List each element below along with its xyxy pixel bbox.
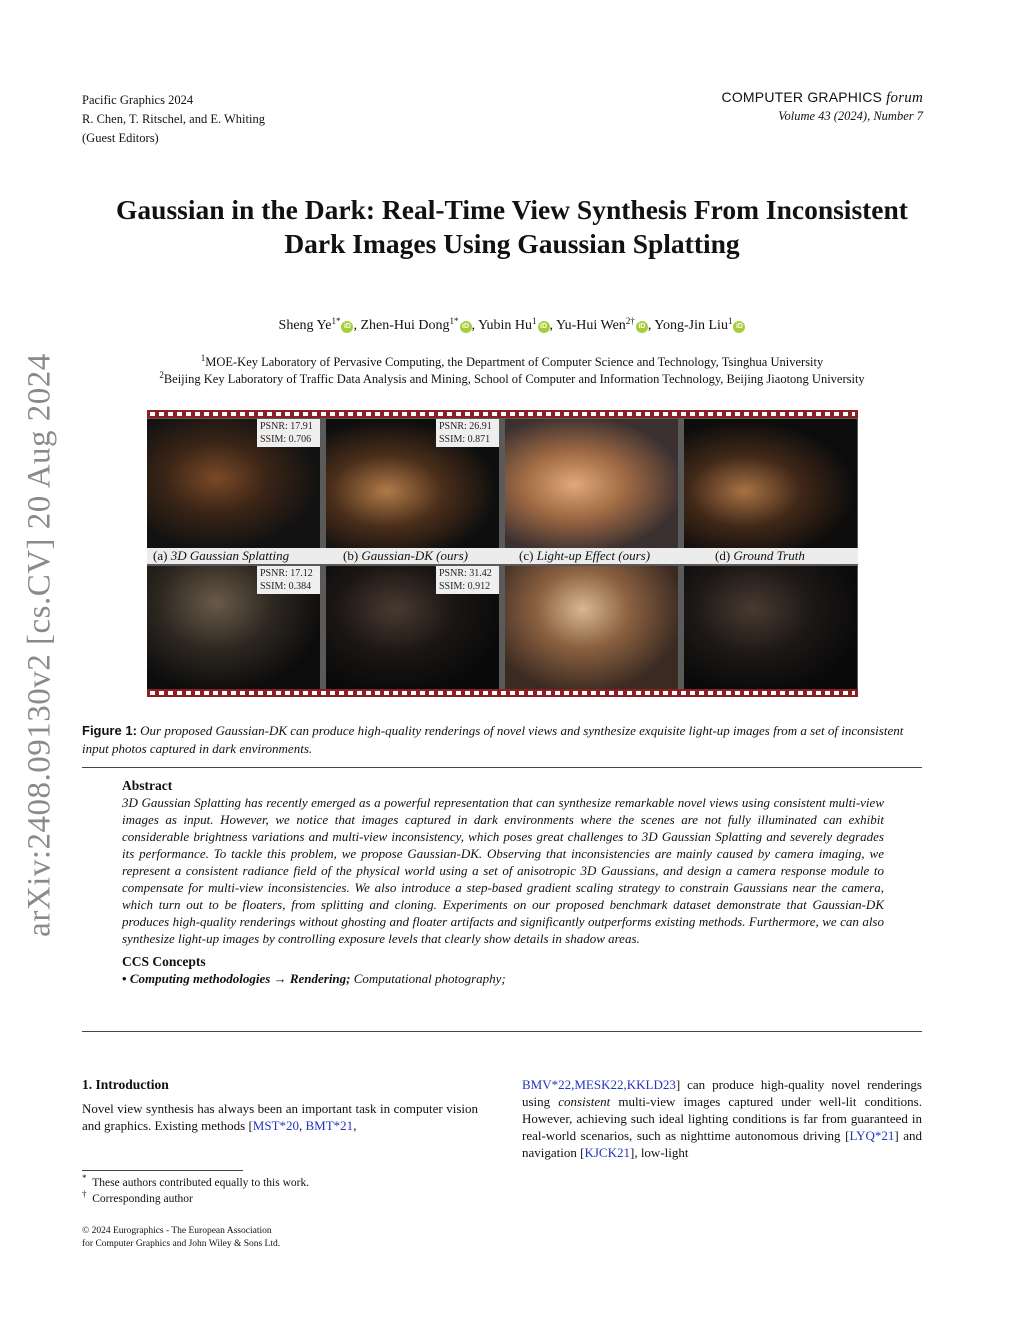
affiliation: $^1$MOE-Key Laboratory of Pervasive Computing, the Department of Computer Science and Technology, Tsinghua University — [200, 353, 824, 369]
citation-link[interactable]: KKLD23 — [626, 1077, 676, 1092]
footnotes — [82, 1170, 382, 1207]
author: Yong-Jin Liu$^1$iD — [654, 318, 745, 333]
journal-volume: Volume 43 (2024), Number 7 — [778, 109, 923, 123]
intro-column-left — [82, 1076, 478, 1134]
author: Zhen-Hui Dong$^{1*}$iD , — [360, 316, 478, 333]
figure-caption-label: Figure 1: — [82, 723, 137, 738]
image-piano-3dgs — [147, 566, 320, 689]
author: Sheng $Ye^{1*}iD$ , — [278, 316, 361, 333]
caption-d: (d) Ground Truth — [715, 548, 805, 563]
image-bench-ground-truth — [684, 419, 857, 550]
copyright-notice: © 2024 Eurographics - The European Association for Computer Graphics and John Wiley & Sons Ltd. — [82, 1226, 281, 1249]
journal-name: COMPUTER GRAPHICS forum — [721, 89, 923, 106]
paper-title: Gaussian in the Dark: Real-Time View Synthesis From Inconsistent Dark Images Using Gaussian Splatting — [116, 194, 908, 259]
figure-caption-text: Our proposed Gaussian-DK can produce high-quality renderings of novel views and synthesize exquisite light-up images from a set of inconsistent input photos captured in dark environments. — [82, 723, 904, 756]
abstract-section — [122, 777, 884, 987]
abstract-text: 3D Gaussian Splatting has recently emerged as a powerful representation that can synthesize remarkable novel views using consistent multi-view images as input. However, we notice that images captured in dark environments where the scenes are not fully illuminated can exhibit considerable brightness variations and multi-view inconsistency, which poses great challenges to 3D Gaussian Splatting and severely degrades its performance. To tackle this problem, we propose Gaussian-DK. Observing that inconsistencies are mainly caused by camera imaging, we represent a consistent radiance field of the physical world using a set of anisotropic 3D Gaussians, and design a camera response module to compensate for multi-view inconsistencies. We also introduce a step-based gradient scaling strategy to constrain Gaussians near the camera, which turn out to be floaters, from splitting and cloning. Experiments on our proposed benchmark dataset demonstrate that Gaussian-DK produces high-quality renderings without ghosting and floater artifacts and significantly outperforms existing methods. Furthermore, we can also synthesize light-up images by controlling exposure levels that clearly show details in shadow areas. — [122, 795, 884, 946]
guest-editors-label: (Guest Editors) — [82, 131, 159, 145]
citation-link[interactable]: LYQ*21 — [849, 1128, 895, 1143]
arxiv-stamp-text: arXiv:2408.09130v2 [cs.CV] 20 Aug 2024 — [21, 353, 58, 937]
figure-caption-row — [147, 548, 858, 564]
image-piano-gaussian-dk — [326, 566, 499, 689]
metrics-box: PSNR: 17.91 SSIM: 0.706 — [257, 419, 320, 447]
metrics-box: PSNR: 31.42 SSIM: 0.912 — [436, 566, 499, 594]
affiliation: $^2$Beijing Key Laboratory of Traffic Data Analysis and Mining, School of Computer and Information Technology, Beijing Jiaotong University — [159, 370, 865, 386]
conference-header — [82, 91, 265, 148]
orcid-icon[interactable]: iD — [636, 321, 648, 333]
section-heading: 1. Introduction — [82, 1077, 169, 1092]
film-strip-top — [147, 410, 858, 418]
affiliations — [60, 354, 964, 388]
caption-c: (c) Light-up Effect (ours) — [519, 548, 651, 563]
image-bench-3dgs — [147, 419, 320, 550]
image-bench-light-up — [505, 419, 678, 550]
citation-link[interactable]: MESK22 — [574, 1077, 624, 1092]
author: Yubin Hu$^1$iD , — [477, 316, 557, 333]
citation-link[interactable]: MST*20 — [252, 1118, 300, 1133]
divider — [82, 767, 922, 768]
conference-name: Pacific Graphics 2024 — [82, 93, 194, 107]
divider — [82, 1031, 922, 1032]
citation-link[interactable]: BMT*21 — [305, 1118, 354, 1133]
caption-a: (a) 3D Gaussian Splatting — [153, 548, 290, 563]
metrics-box: PSNR: 17.12 SSIM: 0.384 — [257, 566, 320, 594]
journal-header — [722, 89, 923, 124]
orcid-icon[interactable]: iD — [460, 321, 472, 333]
author: Yu-Hui Wen$^{2\dagger}$iD , — [556, 316, 655, 333]
ccs-heading: CCS Concepts — [122, 954, 206, 969]
orcid-icon[interactable]: iD — [341, 321, 353, 333]
image-bench-gaussian-dk — [326, 419, 499, 550]
intro-column-right: BMV*22,MESK22,KKLD23] can produce high-quality novel renderings using consistent multi-view images captured under well-lit conditions. However, achieving such ideal lighting conditions is far from guaranteed in real-world scenarios, such as nighttime autonomous driving [LYQ*21] and navigation [KJCK21], low-light — [522, 1077, 922, 1160]
image-piano-ground-truth — [684, 566, 857, 689]
ccs-concepts: • Computing methodologies → Rendering; Computational photography; — [122, 971, 506, 986]
metrics-box: PSNR: 26.91 SSIM: 0.871 — [436, 419, 499, 447]
citation-link[interactable]: BMV*22 — [522, 1077, 572, 1092]
footnote: † Corresponding author — [82, 1189, 193, 1205]
citation-link[interactable]: KJCK21 — [584, 1145, 630, 1160]
footnote-rule — [82, 1170, 243, 1171]
caption-b: (b) Gaussian-DK (ours) — [343, 548, 468, 563]
arxiv-stamp — [10, 345, 70, 945]
footnote: * These authors contributed equally to this work. — [82, 1173, 310, 1189]
orcid-icon[interactable]: iD — [538, 321, 550, 333]
image-piano-light-up — [505, 566, 678, 689]
intro-paragraph: Novel view synthesis has always been an important task in computer vision and graphics. Existing methods [MST*20, BMT*21, — [82, 1101, 478, 1133]
orcid-icon[interactable]: iD — [733, 321, 745, 333]
abstract-heading: Abstract — [122, 778, 173, 793]
teaser-figure — [147, 410, 858, 697]
editor-names: R. Chen, T. Ritschel, and E. Whiting — [82, 112, 265, 126]
figure-caption — [82, 722, 924, 758]
author-list — [60, 318, 964, 334]
film-strip-bottom — [147, 689, 858, 697]
